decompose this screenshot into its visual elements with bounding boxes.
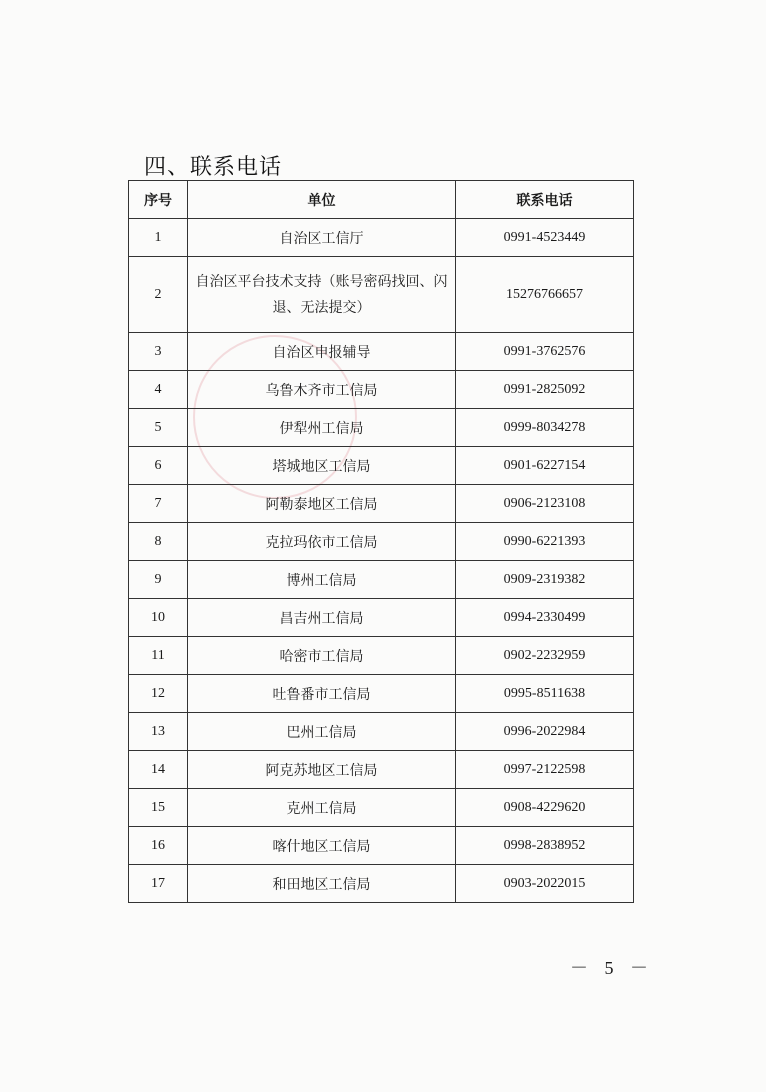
row-phone: 0991-3762576 <box>456 333 634 371</box>
row-unit: 阿勒泰地区工信局 <box>188 485 456 523</box>
table-row <box>129 219 634 257</box>
table-row <box>129 713 634 751</box>
row-phone: 0991-4523449 <box>456 219 634 257</box>
row-phone: 0998-2838952 <box>456 827 634 865</box>
table-row <box>129 637 634 675</box>
row-unit: 克州工信局 <box>188 789 456 827</box>
page-number: － 5 － <box>570 958 654 978</box>
table-row <box>129 675 634 713</box>
row-unit: 伊犁州工信局 <box>188 409 456 447</box>
row-unit: 自治区申报辅导 <box>188 333 456 371</box>
row-unit: 喀什地区工信局 <box>188 827 456 865</box>
row-unit: 自治区平台技术支持（账号密码找回、闪退、无法提交） <box>188 257 456 333</box>
row-phone: 0996-2022984 <box>456 713 634 751</box>
table-row <box>129 371 634 409</box>
row-phone: 0909-2319382 <box>456 561 634 599</box>
row-index: 1 <box>129 219 188 257</box>
row-phone: 0991-2825092 <box>456 371 634 409</box>
row-index: 9 <box>129 561 188 599</box>
row-index: 13 <box>129 713 188 751</box>
row-index: 17 <box>129 865 188 903</box>
contact-table <box>128 180 634 903</box>
table-header-row <box>129 181 634 219</box>
row-index: 6 <box>129 447 188 485</box>
table-row <box>129 485 634 523</box>
row-index: 2 <box>129 257 188 333</box>
row-phone: 15276766657 <box>456 257 634 333</box>
row-phone: 0997-2122598 <box>456 751 634 789</box>
section-title: 四、联系电话 <box>144 155 283 180</box>
row-index: 16 <box>129 827 188 865</box>
row-unit: 乌鲁木齐市工信局 <box>188 371 456 409</box>
row-index: 8 <box>129 523 188 561</box>
table-row <box>129 827 634 865</box>
table-row <box>129 789 634 827</box>
table-row <box>129 865 634 903</box>
table-row <box>129 561 634 599</box>
row-index: 11 <box>129 637 188 675</box>
row-index: 12 <box>129 675 188 713</box>
row-phone: 0990-6221393 <box>456 523 634 561</box>
row-unit: 克拉玛依市工信局 <box>188 523 456 561</box>
row-unit: 和田地区工信局 <box>188 865 456 903</box>
row-unit: 哈密市工信局 <box>188 637 456 675</box>
table-row <box>129 751 634 789</box>
row-index: 5 <box>129 409 188 447</box>
row-phone: 0999-8034278 <box>456 409 634 447</box>
row-unit: 巴州工信局 <box>188 713 456 751</box>
row-phone: 0908-4229620 <box>456 789 634 827</box>
table-row <box>129 257 634 333</box>
row-phone: 0902-2232959 <box>456 637 634 675</box>
header-index: 序号 <box>129 181 188 219</box>
table-row <box>129 599 634 637</box>
row-phone: 0906-2123108 <box>456 485 634 523</box>
row-phone: 0995-8511638 <box>456 675 634 713</box>
row-unit: 自治区工信厅 <box>188 219 456 257</box>
header-phone: 联系电话 <box>456 181 634 219</box>
row-phone: 0901-6227154 <box>456 447 634 485</box>
table-row <box>129 447 634 485</box>
row-unit: 塔城地区工信局 <box>188 447 456 485</box>
table-row <box>129 523 634 561</box>
row-unit: 吐鲁番市工信局 <box>188 675 456 713</box>
row-index: 10 <box>129 599 188 637</box>
row-index: 15 <box>129 789 188 827</box>
row-phone: 0903-2022015 <box>456 865 634 903</box>
row-unit: 博州工信局 <box>188 561 456 599</box>
row-index: 3 <box>129 333 188 371</box>
row-unit: 阿克苏地区工信局 <box>188 751 456 789</box>
row-unit: 昌吉州工信局 <box>188 599 456 637</box>
row-phone: 0994-2330499 <box>456 599 634 637</box>
row-index: 4 <box>129 371 188 409</box>
row-index: 7 <box>129 485 188 523</box>
table-row <box>129 409 634 447</box>
table-row <box>129 333 634 371</box>
header-unit: 单位 <box>188 181 456 219</box>
row-index: 14 <box>129 751 188 789</box>
